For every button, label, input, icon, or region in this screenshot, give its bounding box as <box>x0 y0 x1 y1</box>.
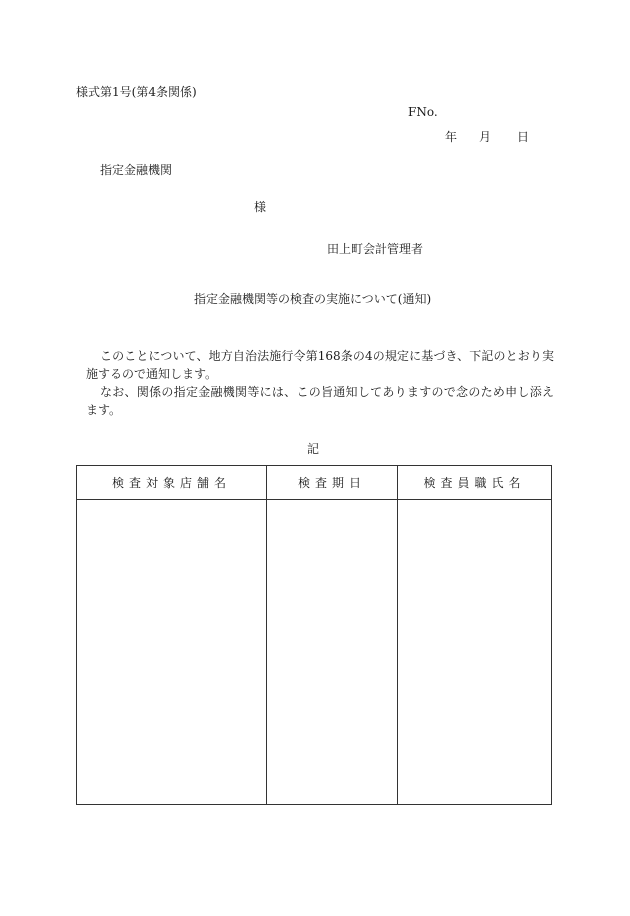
honorific: 様 <box>254 200 267 214</box>
document-title: 指定金融機関等の検査の実施について(通知) <box>194 292 432 306</box>
sender: 田上町会計管理者 <box>327 242 424 256</box>
body-paragraph <box>86 347 554 383</box>
column-header-date: 検査期日 <box>267 466 398 500</box>
form-number: 様式第1号(第4条関係) <box>76 85 197 99</box>
table-header-row <box>77 466 552 500</box>
table-cell-branch <box>77 500 267 805</box>
document-number-label: FNo. <box>408 105 438 119</box>
date-day-label: 日 <box>517 130 530 144</box>
recipient: 指定金融機関 <box>100 163 173 177</box>
table-cell-inspector <box>398 500 552 805</box>
date-line <box>445 131 529 143</box>
inspection-table <box>76 465 552 805</box>
column-header-branch: 検査対象店舗名 <box>77 466 267 500</box>
body-paragraph <box>86 383 554 419</box>
column-header-inspector: 検査員職氏名 <box>398 466 552 500</box>
table-row <box>77 500 552 805</box>
date-year-label: 年 <box>445 130 458 144</box>
table-cell-date <box>267 500 398 805</box>
ki-heading: 記 <box>307 442 320 456</box>
date-month-label: 月 <box>479 130 492 144</box>
paragraph-text: なお、関係の指定金融機関等には、この旨通知してありますので念のため申し添えます。 <box>86 385 554 417</box>
paragraph-text: このことについて、地方自治法施行令第168条の4の規定に基づき、下記のとおり実施するので通知します。 <box>86 349 554 381</box>
